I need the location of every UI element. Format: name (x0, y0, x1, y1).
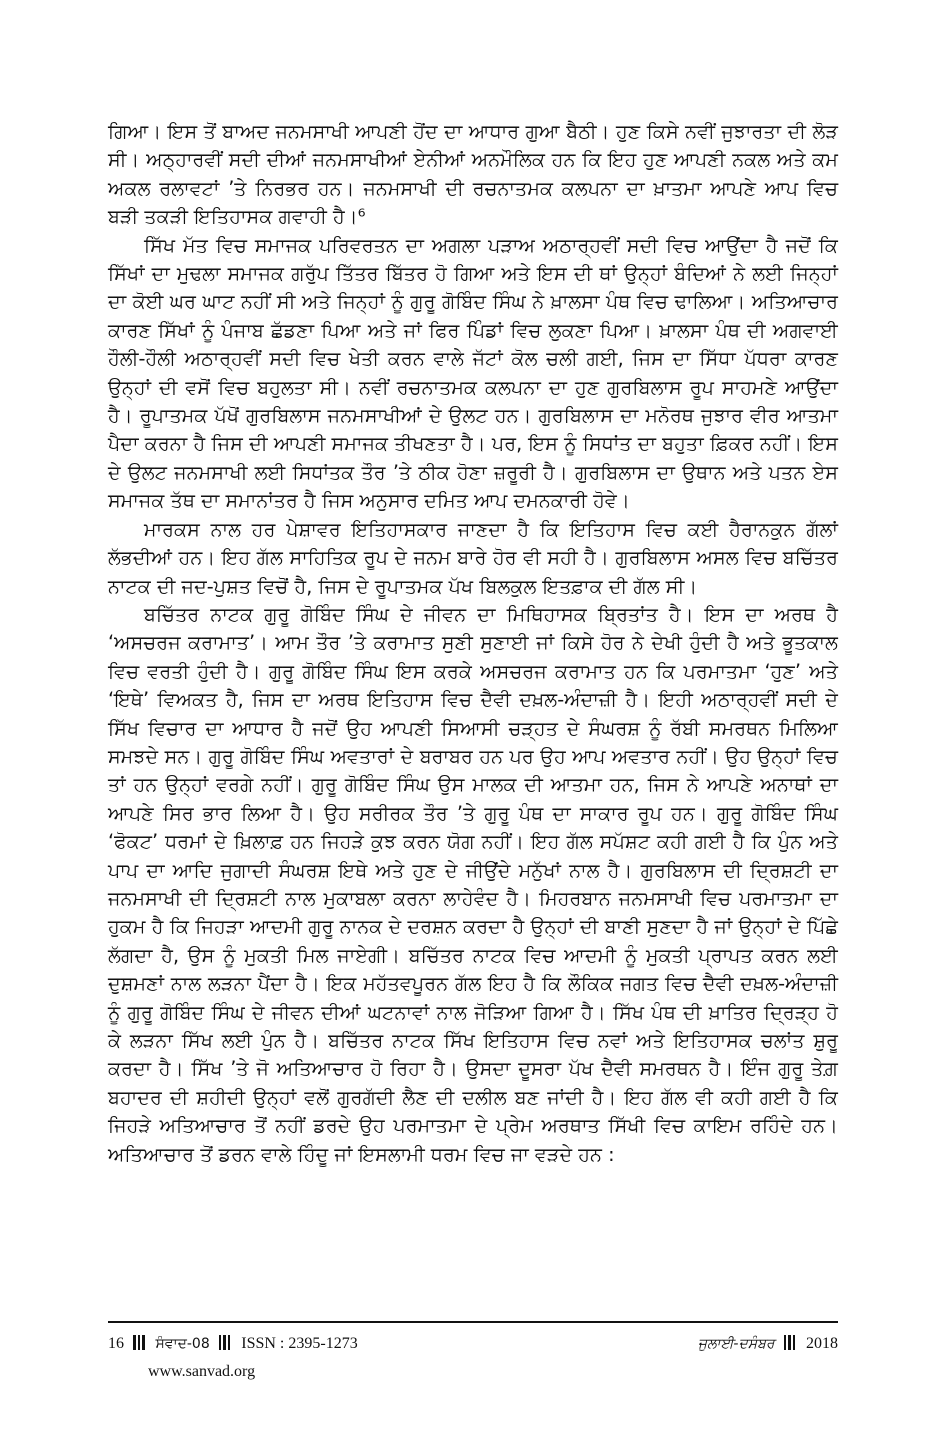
paragraph-2: ਸਿੱਖ ਮੱਤ ਵਿਚ ਸਮਾਜਕ ਪਰਿਵਰਤਨ ਦਾ ਅਗਲਾ ਪੜਾਅ ਅਠਾਰ੍ਹਵੀਂ ਸਦੀ ਵਿਚ ਆਉਂਦਾ ਹੈ ਜਦੋਂ ਕਿ ਸਿੱਖਾਂ ਦਾ ਮੁਢਲਾ ਸਮਾਜਕ ਗਰੁੱਪ ਤਿੱਤਰ ਬਿੱਤਰ ਹੋ ਗਿਆ ਅਤੇ ਇਸ ਦੀ ਥਾਂ ਉਨ੍ਹਾਂ ਬੰਦਿਆਂ ਨੇ ਲਈ ਜਿਨ੍ਹਾਂ ਦਾ ਕੋਈ ਘਰ ਘਾਟ ਨਹੀਂ ਸੀ ਅਤੇ ਜਿਨ੍ਹਾਂ ਨੂੰ ਗੁਰੂ ਗੋਬਿੰਦ ਸਿੰਘ ਨੇ ਖ਼ਾਲਸਾ ਪੰਥ ਵਿਚ ਢਾਲਿਆ। ਅਤਿਆਚਾਰ ਕਾਰਣ ਸਿੱਖਾਂ ਨੂੰ ਪੰਜਾਬ ਛੱਡਣਾ ਪਿਆ ਅਤੇ ਜਾਂ ਫਿਰ ਪਿੰਡਾਂ ਵਿਚ ਲੁਕਣਾ ਪਿਆ। ਖ਼ਾਲਸਾ ਪੰਥ ਦੀ ਅਗਵਾਈ ਹੌਲੀ-ਹੌਲੀ ਅਠਾਰ੍ਹਵੀਂ ਸਦੀ ਵਿਚ ਖੇਤੀ ਕਰਨ ਵਾਲੇ ਜੱਟਾਂ ਕੋਲ ਚਲੀ ਗਈ, ਜਿਸ ਦਾ ਸਿੱਧਾ ਪੱਧਰਾ ਕਾਰਣ ਉਨ੍ਹਾਂ ਦੀ ਵਸੋਂ ਵਿਚ ਬਹੁਲਤਾ ਸੀ। ਨਵੀਂ ਰਚਨਾਤਮਕ ਕਲਪਨਾ ਦਾ ਹੁਣ ਗੁਰਬਿਲਾਸ ਰੂਪ ਸਾਹਮਣੇ ਆਉਂਦਾ ਹੈ। ਰੂਪਾਤਮਕ ਪੱਖੋਂ ਗੁਰਬਿਲਾਸ ਜਨਮਸਾਖੀਆਂ ਦੇ ਉਲਟ ਹਨ। ਗੁਰਬਿਲਾਸ ਦਾ ਮਨੋਰਥ ਜੁਝਾਰ ਵੀਰ ਆਤਮਾ ਪੈਦਾ ਕਰਨਾ ਹੈ ਜਿਸ ਦੀ ਆਪਣੀ ਸਮਾਜਕ ਤੀਖਣਤਾ ਹੈ। ਪਰ, ਇਸ ਨੂੰ ਸਿਧਾਂਤ ਦਾ ਬਹੁਤਾ ਫ਼ਿਕਰ ਨਹੀਂ। ਇਸ ਦੇ ਉਲਟ ਜਨਮਸਾਖੀ ਲਈ ਸਿਧਾਂਤਕ ਤੌਰ ’ਤੇ ਠੀਕ ਹੋਣਾ ਜ਼ਰੂਰੀ ਹੈ। ਗੁਰਬਿਲਾਸ ਦਾ ਉਥਾਨ ਅਤੇ ਪਤਨ ਏਸ ਸਮਾਜਕ ਤੱਥ ਦਾ ਸਮਾਨਾਂਤਰ ਹੈ ਜਿਸ ਅਨੁਸਾਰ ਦਮਿਤ ਆਪ ਦਮਨਕਾਰੀ ਹੋਵੇ। (108, 233, 838, 513)
separator-bars (784, 1335, 798, 1355)
paragraph-3: ਮਾਰਕਸ ਨਾਲ ਹਰ ਪੇਸ਼ਾਵਰ ਇਤਿਹਾਸਕਾਰ ਜਾਣਦਾ ਹੈ ਕਿ ਇਤਿਹਾਸ ਵਿਚ ਕਈ ਹੈਰਾਨਕੁਨ ਗੱਲਾਂ ਲੱਭਦੀਆਂ ਹਨ। ਇਹ ਗੱਲ ਸਾਹਿਤਿਕ ਰੂਪ ਦੇ ਜਨਮ ਬਾਰੇ ਹੋਰ ਵੀ ਸਹੀ ਹੈ। ਗੁਰਬਿਲਾਸ ਅਸਲ ਵਿਚ ਬਚਿੱਤਰ ਨਾਟਕ ਦੀ ਜਦ-ਪੁਸ਼ਤ ਵਿਚੋਂ ਹੈ, ਜਿਸ ਦੇ ਰੂਪਾਤਮਕ ਪੱਖ ਬਿਲਕੁਲ ਇਤਫ਼ਾਕ ਦੀ ਗੱਲ ਸੀ। (108, 517, 838, 598)
journal-name: ਸੰਵਾਦ-08 (155, 1336, 210, 1352)
page-footer (108, 1335, 838, 1361)
issue-period: ਜੁਲਾਈ-ਦਸੰਬਰ (697, 1336, 775, 1352)
footer-rule (108, 1321, 838, 1323)
paragraph-1: ਗਿਆ। ਇਸ ਤੋਂ ਬਾਅਦ ਜਨਮਸਾਖੀ ਆਪਣੀ ਹੋਂਦ ਦਾ ਆਧਾਰ ਗੁਆ ਬੈਠੀ। ਹੁਣ ਕਿਸੇ ਨਵੀਂ ਜੁਝਾਰਤਾ ਦੀ ਲੋੜ ਸੀ। ਅਠ੍ਹਾਰਵੀਂ ਸਦੀ ਦੀਆਂ ਜਨਮਸਾਖੀਆਂ ਏਨੀਆਂ ਅਨਮੌਲਿਕ ਹਨ ਕਿ ਇਹ ਹੁਣ ਆਪਣੀ ਨਕਲ ਅਤੇ ਕਮ ਅਕਲ ਰਲਾਵਟਾਂ ’ਤੇ ਨਿਰਭਰ ਹਨ। ਜਨਮਸਾਖੀ ਦੀ ਰਚਨਾਤਮਕ ਕਲਪਨਾ ਦਾ ਖ਼ਾਤਮਾ ਆਪਣੇ ਆਪ ਵਿਚ ਬੜੀ ਤਕੜੀ ਇਤਿਹਾਸਕ ਗਵਾਹੀ ਹੈ।⁶ (108, 120, 838, 229)
website-link[interactable]: www.sanvad.org (148, 1363, 256, 1380)
separator-bars (219, 1335, 233, 1355)
separator-bars (133, 1335, 147, 1355)
page-number: 16 (108, 1335, 124, 1352)
issue-year: 2018 (806, 1335, 838, 1352)
footer-left (108, 1335, 358, 1355)
paragraph-4: ਬਚਿੱਤਰ ਨਾਟਕ ਗੁਰੂ ਗੋਬਿੰਦ ਸਿੰਘ ਦੇ ਜੀਵਨ ਦਾ ਮਿਥਿਹਾਸਕ ਬ੍ਰਿਤਾਂਤ ਹੈ। ਇਸ ਦਾ ਅਰਥ ਹੈ ‘ਅਸਚਰਜ ਕਰਾਮਾਤ’। ਆਮ ਤੌਰ ’ਤੇ ਕਰਾਮਾਤ ਸੁਣੀ ਸੁਣਾਈ ਜਾਂ ਕਿਸੇ ਹੋਰ ਨੇ ਦੇਖੀ ਹੁੰਦੀ ਹੈ ਅਤੇ ਭੂਤਕਾਲ ਵਿਚ ਵਰਤੀ ਹੁੰਦੀ ਹੈ। ਗੁਰੂ ਗੋਬਿੰਦ ਸਿੰਘ ਇਸ ਕਰਕੇ ਅਸਚਰਜ ਕਰਾਮਾਤ ਹਨ ਕਿ ਪਰਮਾਤਮਾ ‘ਹੁਣ’ ਅਤੇ ‘ਇਥੇ’ ਵਿਅਕਤ ਹੈ, ਜਿਸ ਦਾ ਅਰਥ ਇਤਿਹਾਸ ਵਿਚ ਦੈਵੀ ਦਖ਼ਲ-ਅੰਦਾਜ਼ੀ ਹੈ। ਇਹੀ ਅਠਾਰ੍ਹਵੀਂ ਸਦੀ ਦੇ ਸਿੱਖ ਵਿਚਾਰ ਦਾ ਆਧਾਰ ਹੈ ਜਦੋਂ ਉਹ ਆਪਣੀ ਸਿਆਸੀ ਚੜ੍ਹਤ ਦੇ ਸੰਘਰਸ਼ ਨੂੰ ਰੱਬੀ ਸਮਰਥਨ ਮਿਲਿਆ ਸਮਝਦੇ ਸਨ। ਗੁਰੂ ਗੋਬਿੰਦ ਸਿੰਘ ਅਵਤਾਰਾਂ ਦੇ ਬਰਾਬਰ ਹਨ ਪਰ ਉਹ ਆਪ ਅਵਤਾਰ ਨਹੀਂ। ਉਹ ਉਨ੍ਹਾਂ ਵਿਚ ਤਾਂ ਹਨ ਉਨ੍ਹਾਂ ਵਰਗੇ ਨਹੀਂ। ਗੁਰੂ ਗੋਬਿੰਦ ਸਿੰਘ ਉਸ ਮਾਲਕ ਦੀ ਆਤਮਾ ਹਨ, ਜਿਸ ਨੇ ਆਪਣੇ ਅਨਾਥਾਂ ਦਾ ਆਪਣੇ ਸਿਰ ਭਾਰ ਲਿਆ ਹੈ। ਉਹ ਸਰੀਰਕ ਤੌਰ ’ਤੇ ਗੁਰੂ ਪੰਥ ਦਾ ਸਾਕਾਰ ਰੂਪ ਹਨ। ਗੁਰੂ ਗੋਬਿੰਦ ਸਿੰਘ ‘ਫੋਕਟ’ ਧਰਮਾਂ ਦੇ ਖ਼ਿਲਾਫ਼ ਹਨ ਜਿਹੜੇ ਕੁਝ ਕਰਨ ਯੋਗ ਨਹੀਂ। ਇਹ ਗੱਲ ਸਪੱਸ਼ਟ ਕਹੀ ਗਈ ਹੈ ਕਿ ਪੁੰਨ ਅਤੇ ਪਾਪ ਦਾ ਆਦਿ ਜੁਗਾਦੀ ਸੰਘਰਸ਼ ਇਥੇ ਅਤੇ ਹੁਣ ਦੇ ਜੀਉਂਦੇ ਮਨੁੱਖਾਂ ਨਾਲ ਹੈ। ਗੁਰਬਿਲਾਸ ਦੀ ਦ੍ਰਿਸ਼ਟੀ ਦਾ ਜਨਮਸਾਖੀ ਦੀ ਦ੍ਰਿਸ਼ਟੀ ਨਾਲ ਮੁਕਾਬਲਾ ਕਰਨਾ ਲਾਹੇਵੰਦ ਹੈ। ਮਿਹਰਬਾਨ ਜਨਮਸਾਖੀ ਵਿਚ ਪਰਮਾਤਮਾ ਦਾ ਹੁਕਮ ਹੈ ਕਿ ਜਿਹੜਾ ਆਦਮੀ ਗੁਰੂ ਨਾਨਕ ਦੇ ਦਰਸ਼ਨ ਕਰਦਾ ਹੈ ਉਨ੍ਹਾਂ ਦੀ ਬਾਣੀ ਸੁਣਦਾ ਹੈ ਜਾਂ ਉਨ੍ਹਾਂ ਦੇ ਪਿੱਛੇ ਲੱਗਦਾ ਹੈ, ਉਸ ਨੂੰ ਮੁਕਤੀ ਮਿਲ ਜਾਏਗੀ। ਬਚਿੱਤਰ ਨਾਟਕ ਵਿਚ ਆਦਮੀ ਨੂੰ ਮੁਕਤੀ ਪ੍ਰਾਪਤ ਕਰਨ ਲਈ ਦੁਸ਼ਮਣਾਂ ਨਾਲ ਲੜਨਾ ਪੈਂਦਾ ਹੈ। ਇਕ ਮਹੱਤਵਪੂਰਨ ਗੱਲ ਇਹ ਹੈ ਕਿ ਲੌਕਿਕ ਜਗਤ ਵਿਚ ਦੈਵੀ ਦਖ਼ਲ-ਅੰਦਾਜ਼ੀ ਨੂੰ ਗੁਰੂ ਗੋਬਿੰਦ ਸਿੰਘ ਦੇ ਜੀਵਨ ਦੀਆਂ ਘਟਨਾਵਾਂ ਨਾਲ ਜੋੜਿਆ ਗਿਆ ਹੈ। ਸਿੱਖ ਪੰਥ ਦੀ ਖ਼ਾਤਿਰ ਦ੍ਰਿੜ੍ਹ ਹੋ ਕੇ ਲੜਨਾ ਸਿੱਖ ਲਈ ਪੁੰਨ ਹੈ। ਬਚਿੱਤਰ ਨਾਟਕ ਸਿੱਖ ਇਤਿਹਾਸ ਵਿਚ ਨਵਾਂ ਅਤੇ ਇਤਿਹਾਸਕ ਚਲਾਂਤ ਸ਼ੁਰੂ ਕਰਦਾ ਹੈ। ਸਿੱਖ ’ਤੇ ਜੋ ਅਤਿਆਚਾਰ ਹੋ ਰਿਹਾ ਹੈ। ਉਸਦਾ ਦੂਸਰਾ ਪੱਖ ਦੈਵੀ ਸਮਰਥਨ ਹੈ। ਇੰਜ ਗੁਰੂ ਤੇਗ਼ ਬਹਾਦਰ ਦੀ ਸ਼ਹੀਦੀ ਉਨ੍ਹਾਂ ਵਲੋਂ ਗੁਰਗੱਦੀ ਲੈਣ ਦੀ ਦਲੀਲ ਬਣ ਜਾਂਦੀ ਹੈ। ਇਹ ਗੱਲ ਵੀ ਕਹੀ ਗਈ ਹੈ ਕਿ ਜਿਹੜੇ ਅਤਿਆਚਾਰ ਤੋਂ ਨਹੀਂ ਡਰਦੇ ਉਹ ਪਰਮਾਤਮਾ ਦੇ ਪ੍ਰੇਮ ਅਰਥਾਤ ਸਿੱਖੀ ਵਿਚ ਕਾਇਮ ਰਹਿੰਦੇ ਹਨ। ਅਤਿਆਚਾਰ ਤੋਂ ਡਰਨ ਵਾਲੇ ਹਿੰਦੂ ਜਾਂ ਇਸਲਾਮੀ ਧਰਮ ਵਿਚ ਜਾ ਵੜਦੇ ਹਨ : (108, 602, 838, 1166)
issn-number: ISSN : 2395-1273 (241, 1335, 358, 1352)
footer-right (698, 1335, 838, 1355)
page-body (108, 118, 838, 1169)
